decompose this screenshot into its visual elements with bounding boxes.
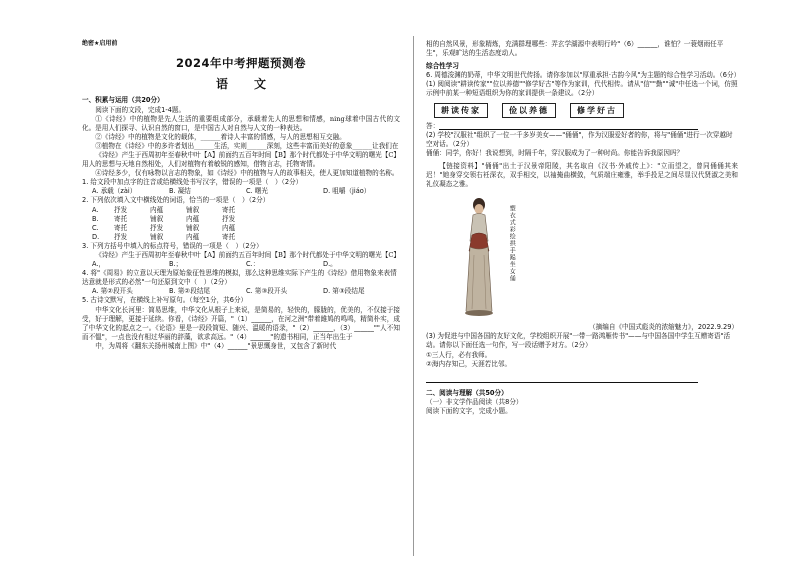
option: C. 曙光 [246, 187, 268, 196]
q6-3-option: ①三人行，必有我师。 [426, 350, 492, 359]
option: A. 承载（zài） [92, 187, 137, 196]
exam-title: 2024年中考押题预测卷 [175, 56, 306, 70]
confidential-mark: 绝密★启用前 [82, 40, 118, 47]
option-word: 内蕴 [186, 232, 200, 241]
option: D. 咀嚼（jiáo） [323, 187, 371, 196]
question-6: 6. 周德浚渊的奶蒂，中华文明世代传扬。请你参加以"厚重承担·古韵今风"为主题的综合性学习活动。（6分） [426, 71, 741, 80]
figurine-figure [426, 193, 738, 321]
section-heading: 综合性学习 [426, 62, 459, 71]
option-word: 铺叙 [186, 223, 200, 232]
calligraphy-box: 修学好古 [570, 103, 624, 118]
question-6-2: (2) 学校"汉服社"组织了一位一千多岁美女——"俑俑"，作为汉服爱好者的你，将与"俑俑"进行一次穿越时空对话。（2分） [426, 130, 733, 148]
passage-paragraph: ①《诗经》中的植物是先人生活的重要组成部分，承载着先人的思想和情感，ning球着中国古代的文化。是用人们探寻、认识自然的窗口，是中国古人对自然与人文的一种表达。 [82, 114, 400, 132]
answer-label: 答： [426, 121, 440, 130]
option-word: 抒发 [222, 214, 236, 223]
option-word: 寄托 [222, 232, 236, 241]
option: D.。 [323, 260, 337, 269]
answer-row [426, 122, 738, 131]
q2-options [82, 206, 400, 242]
q6-3-option: ②海内存知己，天涯若比邻。 [426, 359, 512, 368]
passage-paragraph: ③植物在《诗经》中的多许者划出______生活，实则______深刻，这些丰富而美好的意象______让我们在 [95, 141, 399, 150]
option-word: 抒发 [114, 205, 128, 214]
question-4: 4. 将"《周易》的立意以天理为原始象征性思维的模拟，那么这种思维实际下产生的《诗经》借用物象来表情达意就是形式的必然"一句还原到文中（ ）（2分） [82, 269, 397, 287]
q3-options [82, 260, 400, 269]
continued-text: 相的自然风景，形象精炼，充满群理哪些：弄玄学湖源中表明行吟"（6）______，谁怕？一蓑烟雨任平生"，乐观旷达的生活态度动人。 [426, 40, 724, 58]
calligraphy-box: 俭以养德 [502, 103, 556, 118]
subject-title: 语文 [215, 76, 292, 91]
option-word: 抒发 [114, 232, 128, 241]
option-row [92, 224, 400, 233]
option-letter: A. [92, 205, 99, 214]
question-2: 2. 下列依次填入文中横线处的词语，恰当的一项是（ ）（2分） [82, 196, 270, 205]
dialogue-text: 同学，你好！我说想到，时隔千年，穿汉服成为了一种时尚。你能告诉我原因吗？ [445, 148, 684, 157]
option-row [92, 206, 400, 215]
link-material: 【链接资料】"俑俑"出土于汉景帝阳陵，其名取自《汉书·外戚传上》："立而望之，曾同俑俑其来迟！"她身穿交领右衽深衣，双手相交，以袖掩曲横敛，气质端庄雍雅，举手投足之间尽显汉代贤淑之美和礼仪凝态之雅。 [426, 161, 738, 189]
option-word: 寄托 [222, 205, 236, 214]
question-1: 1. 给文段中加点字的注音或给横线处书写汉字，错误的一项是（ ）（2分） [82, 178, 303, 187]
answer-line[interactable] [439, 122, 698, 130]
option: B. 第②段结尾 [169, 287, 211, 296]
option: C. 第③段开头 [246, 287, 288, 296]
option-word: 寄托 [114, 223, 128, 232]
option-word: 铺叙 [150, 232, 164, 241]
option-letter: B. [92, 214, 99, 223]
q3-quote: 《诗经》产生于西周初年至春秋中叶【A】前面约五百年时间【B】那个时代都处于中华文明的曙光【C】 [95, 251, 400, 259]
passage-paragraph: 《诗经》产生于西周初年至春秋中叶【A】前面约五百年时间【B】那个时代都处于中华文明的曙光【C】用人的思想与天地自然相处，人们对植物有着敏锐的感知，借物言志，托物寄情。 [82, 150, 400, 169]
q5-passage: 中华文化长河里：简易思维，中华文化从根子上来说，是简易的，轻快的，朦胧的，优美的，不仅接于接受，好于理解，更接于延续。你看，《诗经》开篇，"（1）______，在河之洲"带着雎鸠的鸣鸣，精简朴实，成了中华文化的起点之一。《论语》里是一段段简短、随兴、温暖的语录，"（2）______，（3）______""人不知而不愠"，一点也没有相过华丽的辞藻，欲求高远。"（4）______"的遗书相同，正当年出生于 [82, 305, 400, 341]
option-letter: C. [92, 223, 99, 232]
q5-passage: 中，为周将《翻东关扬州城南上图》中"（4）______"景思慨身世，又包含了新时代 [95, 341, 337, 350]
figure-caption: 塑衣式彩绘拱手跽坐女俑 [508, 205, 516, 283]
question-5: 5. 古诗文默写，在横线上补写原句。（每空1分，共6分） [82, 296, 248, 305]
column-divider [413, 36, 414, 556]
question-6-1: (1) 阅阅读"耕读传家""位以养德""修学好古"等作为家训，代代相传。请从"信""勤""诚"中任选一个词，仿照示例中前某一种短语组织为你的家训提供一条建议。（2分） [426, 80, 738, 98]
passage-paragraph: ④诗经多少，仅有咏物以言志的物象，如《诗经》中的植物与人的故事相关，使人更加知道植物的名称。 [95, 169, 399, 178]
option-word: 寄托 [114, 214, 128, 223]
option-word: 铺叙 [186, 205, 200, 214]
answer-line[interactable] [426, 375, 698, 383]
option-row [92, 233, 400, 242]
dialogue-speaker: 俑俑： [426, 148, 446, 157]
option-letter: D. [92, 232, 100, 241]
option: B. 凝结 [169, 187, 191, 196]
section-heading: 二、阅读与理解（共50分） [426, 388, 508, 397]
question-3: 3. 下列方括号中填入的标点符号，错误的一项是（ ）（2分） [82, 241, 263, 250]
option: A.， [92, 260, 106, 269]
subsection-heading: （一）非文学作品阅读（共8分） [426, 397, 523, 406]
passage-paragraph: ②《诗经》中的植物是文化的载体，______着诗人丰富的情感，与人的思想相互交融。 [95, 132, 346, 141]
source-citation: （摘编自《中国式彪炎的浓缩魅力》，2022.9.29） [589, 323, 738, 332]
option-word: 内蕴 [222, 223, 236, 232]
calligraphy-box: 耕读传家 [434, 103, 488, 118]
option: D. 第③段结尾 [323, 287, 365, 296]
option-word: 抒发 [150, 223, 164, 232]
option-word: 内蕴 [186, 214, 200, 223]
option-row [92, 215, 400, 224]
option-word: 内蕴 [150, 205, 164, 214]
left-column [82, 36, 400, 351]
option: C.： [246, 260, 260, 269]
option: B.； [169, 260, 183, 269]
option-word: 铺叙 [150, 214, 164, 223]
reading-intro: 阅读下面的文段，完成1-4题。 [95, 105, 186, 114]
calligraphy-samples [434, 103, 738, 118]
reading-intro: 阅读下面的文字，完成小题。 [426, 406, 512, 415]
option: A. 第②段开头 [92, 287, 133, 296]
figurine-image [456, 195, 502, 319]
right-column [426, 40, 741, 416]
section-heading: 一、积累与运用（共20分） [82, 96, 164, 105]
dialogue [426, 149, 738, 158]
question-6-3: (3) 为促进与中国各国的友好文化，学校组织开展"一带一路鸿雁传书"——与中国各国中学生互赠寄语"活动。请你以下面任选一句作，写一段话赠予对方。（2分） [426, 332, 731, 350]
